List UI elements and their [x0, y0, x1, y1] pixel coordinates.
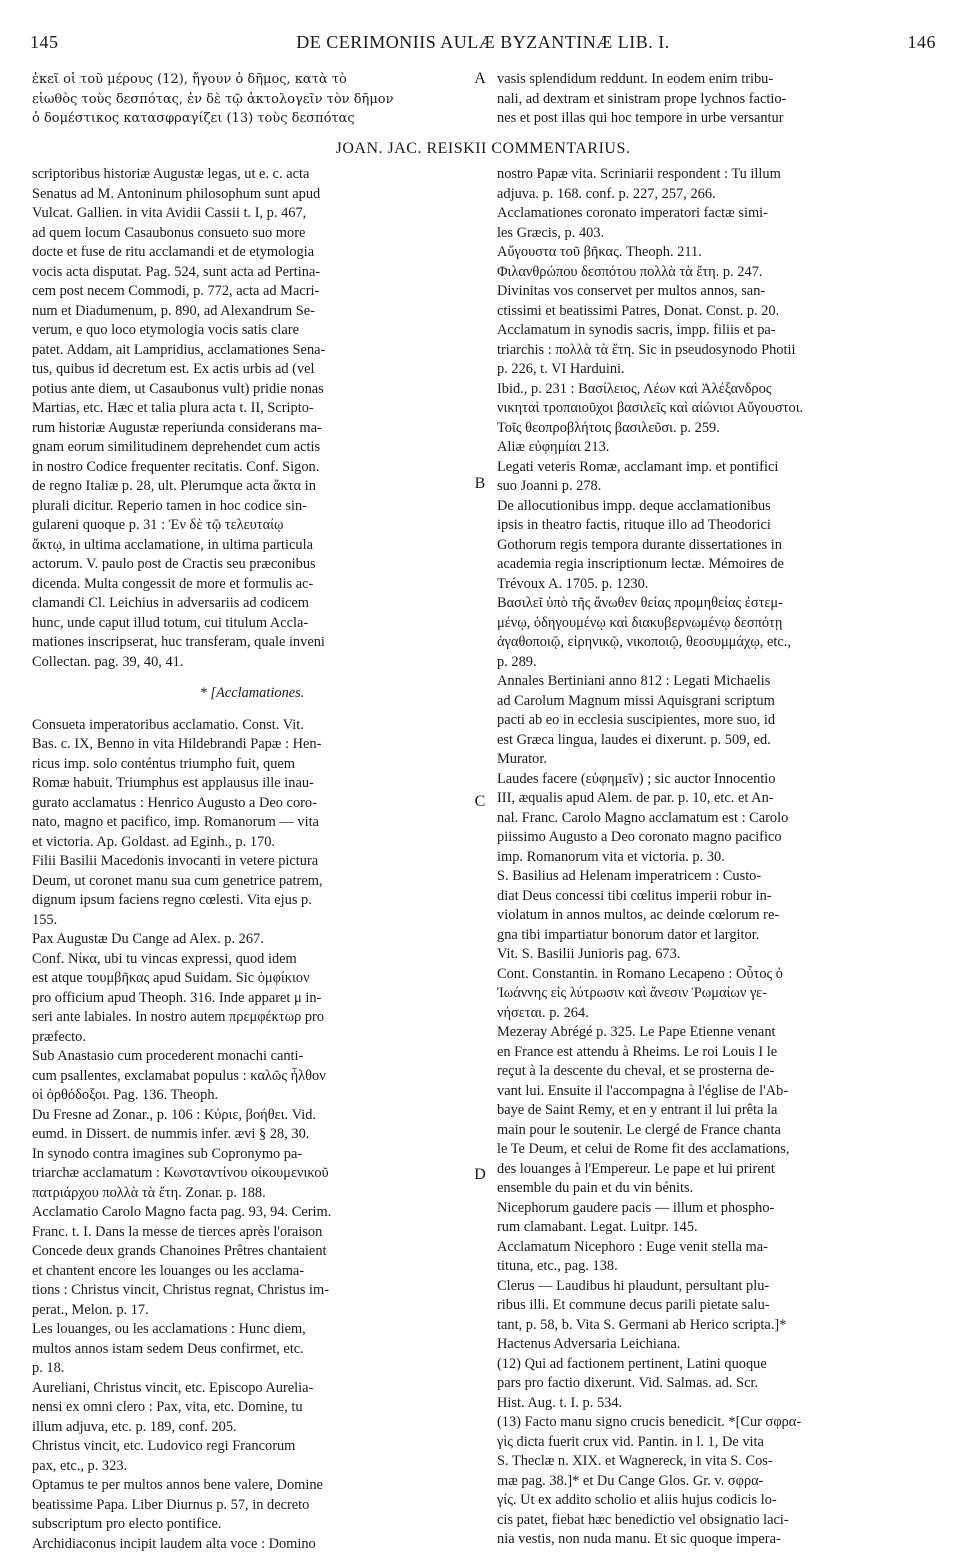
text-line: Murator.	[497, 750, 937, 770]
text-line: dignum ipsum faciens regno cœlesti. Vita ejus p.	[32, 891, 472, 911]
text-line: nali, ad dextram et sinistram prope lychnos factio-	[497, 90, 937, 110]
text-line: (12) Qui ad factionem pertinent, Latini quoque	[497, 1355, 937, 1375]
text-line: hunc, unde caput illud totum, cui titulum Accla-	[32, 614, 472, 634]
text-line: pax, etc., p. 323.	[32, 1457, 472, 1477]
text-line: verum, e quo loco etymologia vocis satis clare	[32, 321, 472, 341]
running-header	[30, 32, 936, 60]
text-line: gnam eorum similitudinem deprehendet cum actis	[32, 438, 472, 458]
text-line: p. 18.	[32, 1359, 472, 1379]
text-line: cem post necem Commodi, p. 772, acta ad Macri-	[32, 282, 472, 302]
text-line: baye de Saint Remy, et en y entrant il lui prêta la	[497, 1101, 937, 1121]
text-line: Aureliani, Christus vincit, etc. Episcopo Aurelia-	[32, 1379, 472, 1399]
text-line: main pour le soutenir. Le clergé de France chanta	[497, 1121, 937, 1141]
text-line: Τοῖς θεοπροβλήτοις βασιλεῦσι. p. 259.	[497, 419, 937, 439]
text-line: nato, magno et pacifico, imp. Romanorum — vita	[32, 813, 472, 833]
text-line: nal. Franc. Carolo Magno acclamatum est : Carolo	[497, 809, 937, 829]
text-line: Conf. Νίκα, ubi tu vincas expressi, quod idem	[32, 950, 472, 970]
text-line: Aliæ εὐφημίαι 213.	[497, 438, 937, 458]
text-line: S. Theclæ n. XIX. et Wagnereck, in vita S. Cos-	[497, 1452, 937, 1472]
text-line: πατριάρχου πολλὰ τὰ ἔτη. Zonar. p. 188.	[32, 1184, 472, 1204]
text-line: clamandi Cl. Leichius in adversariis ad codicem	[32, 594, 472, 614]
text-line: seri ante labiales. In nostro autem πρεμφέκτωρ pro	[32, 1008, 472, 1028]
text-line: gurato acclamatus : Henrico Augusto a Deo coro-	[32, 794, 472, 814]
text-line: pacti ab eo in ecclesia suscipientes, more suo, id	[497, 711, 937, 731]
text-line: Consueta imperatoribus acclamatio. Const. Vit.	[32, 716, 472, 736]
text-line: νικηταὶ τροπαιοῦχοι βασιλεῖς καὶ αἰώνιοι Αὔγουστοι.	[497, 399, 937, 419]
text-line: Αὔγουστα τοῦ βῆκας. Theoph. 211.	[497, 243, 937, 263]
text-line: Annales Bertiniani anno 812 : Legati Michaelis	[497, 672, 937, 692]
text-line: piissimo Augusto a Deo coronato magno pacifico	[497, 828, 937, 848]
text-line: Clerus — Laudibus hi plaudunt, persultant plu-	[497, 1277, 937, 1297]
text-line: Nicephorum gaudere pacis — illum et phospho-	[497, 1199, 937, 1219]
text-line: in nostro Codice frequenter recitatis. Conf. Sigon.	[32, 458, 472, 478]
text-line: est atque τουμβῆκας apud Suidam. Sic ὀμφίκιον	[32, 969, 472, 989]
text-line: beatissime Papa. Liber Diurnus p. 57, in decreto	[32, 1496, 472, 1516]
text-line: en France est attendu à Rheims. Le roi Louis I le	[497, 1043, 937, 1063]
text-line: Φιλανθρώπου δεσπότου πολλὰ τὰ ἔτη. p. 247.	[497, 263, 937, 283]
text-line: ὁ δομέστικος κατασφραγίζει (13) τοὺς δεσπότας	[32, 109, 472, 129]
greek-text-top	[32, 70, 472, 129]
text-line: p. 226, t. VI Harduini.	[497, 360, 937, 380]
text-line: Deum, ut coronet manu sua cum genetrice patrem,	[32, 872, 472, 892]
text-line: plurali dicitur. Reperio tamen in hoc codice sin-	[32, 497, 472, 517]
text-line: ribus illi. Et commune decus parili pietate salu-	[497, 1296, 937, 1316]
text-line: * [Acclamationes.	[32, 684, 472, 704]
text-line: cum psallentes, exclamabat populus : καλῶς ἦλθον	[32, 1067, 472, 1087]
text-line: actorum. V. paulo post de Cractis seu præconibus	[32, 555, 472, 575]
text-line: Trévoux A. 1705. p. 1230.	[497, 575, 937, 595]
text-line: et victoria. Ap. Goldast. ad Eginh., p. 170.	[32, 833, 472, 853]
text-line: mæ pag. 38.]* et Du Cange Glos. Gr. v. σφρα-	[497, 1472, 937, 1492]
commentary-column-right	[497, 165, 937, 1550]
text-line: Les louanges, ou les acclamations : Hunc diem,	[32, 1320, 472, 1340]
text-line: multos annos istam sedem Deus confirmet, etc.	[32, 1340, 472, 1360]
text-line: tant, p. 58, b. Vita S. Germani ab Herico scripta.]*	[497, 1316, 937, 1336]
text-line: triarchæ acclamatum : Κωνσταντίνου οἰκουμενικοῦ	[32, 1164, 472, 1184]
text-line: diat Deus concessi tibi cœlitus imperii robur in-	[497, 887, 937, 907]
text-line: tituna, etc., pag. 138.	[497, 1257, 937, 1277]
text-line: vant lui. Ensuite il l'accompagna à l'église de l'Ab-	[497, 1082, 937, 1102]
text-line: rum historiæ Augustæ reperiunda considerans ma-	[32, 419, 472, 439]
text-line: III, æqualis apud Alem. de par. p. 10, etc. et An-	[497, 789, 937, 809]
text-line: Acclamatio Carolo Magno facta pag. 93, 94. Cerim.	[32, 1203, 472, 1223]
text-line: Hist. Aug. t. I. p. 534.	[497, 1394, 937, 1414]
text-line: adjuva. p. 168. conf. p. 227, 257, 266.	[497, 185, 937, 205]
text-line: Optamus te per multos annos bene valere, Domine	[32, 1476, 472, 1496]
text-line: S. Basilius ad Helenam imperatricem : Custo-	[497, 867, 937, 887]
text-line: scriptoribus historiæ Augustæ legas, ut e. c. acta	[32, 165, 472, 185]
text-line: est Græca lingua, laudes ei dixerunt. p. 509, ed.	[497, 731, 937, 751]
text-line: pro officium apud Theoph. 316. Inde apparet μ in-	[32, 989, 472, 1009]
text-line: Franc. t. I. Dans la messe de tierces après l'oraison	[32, 1223, 472, 1243]
text-line: subscriptum pro electo pontifice.	[32, 1515, 472, 1535]
text-line: Mezeray Abrégé p. 325. Le Pape Etienne venant	[497, 1023, 937, 1043]
text-line: Concede deux grands Chanoines Prêtres chantaient	[32, 1242, 472, 1262]
paragraph-gap	[32, 672, 472, 684]
text-line: Acclamationes coronato imperatori factæ simi-	[497, 204, 937, 224]
text-line: nia vestis, non nuda manu. Et sic quoque impera-	[497, 1530, 937, 1550]
text-line: Divinitas vos conservet per multos annos, san-	[497, 282, 937, 302]
text-line: violatum in annos multos, ac deinde cœlorum re-	[497, 906, 937, 926]
margin-marker-a: A	[470, 70, 490, 88]
text-line: Martias, etc. Hæc et talia plura acta t. II, Scripto-	[32, 399, 472, 419]
text-line: les Græcis, p. 403.	[497, 224, 937, 244]
page-number-left: 145	[30, 32, 59, 53]
text-line: In synodo contra imagines sub Copronymo pa-	[32, 1145, 472, 1165]
text-line: rum clamabant. Legat. Luitpr. 145.	[497, 1218, 937, 1238]
text-line: ad Carolum Magnum missi Aquisgrani scriptum	[497, 692, 937, 712]
text-line: eumd. in Dissert. de nummis infer. ævi § 28, 30.	[32, 1125, 472, 1145]
margin-marker-c: C	[470, 793, 490, 811]
text-line: γίς. Ut ex addito scholio et aliis hujus codicis lo-	[497, 1491, 937, 1511]
text-line: Legati veteris Romæ, acclamant imp. et pontifici	[497, 458, 937, 478]
paragraph-gap	[32, 704, 472, 716]
text-line: Senatus ad M. Antoninum philosophum sunt apud	[32, 185, 472, 205]
text-line: tions : Christus vincit, Christus regnat, Christus im-	[32, 1281, 472, 1301]
running-title: DE CERIMONIIS AULÆ BYZANTINÆ LIB. I.	[30, 32, 936, 53]
text-line: Acclamatum Nicephoro : Euge venit stella ma-	[497, 1238, 937, 1258]
text-line: ensemble du pain et du vin bénits.	[497, 1179, 937, 1199]
text-line: nostro Papæ vita. Scriniarii respondent : Tu illum	[497, 165, 937, 185]
text-line: Hactenus Adversaria Leichiana.	[497, 1335, 937, 1355]
text-line: ἄκτῳ, in ultima acclamatione, in ultima particula	[32, 536, 472, 556]
text-line: gna tibi impartiatur bonorum dator et largitor.	[497, 926, 937, 946]
text-line: Vit. S. Basilii Junioris pag. 673.	[497, 945, 937, 965]
text-line: le Te Deum, et celui de Rome fit des acclamations,	[497, 1140, 937, 1160]
text-line: academia regia inscriptionum lectæ. Mémoires de	[497, 555, 937, 575]
text-line: illum adjuva, etc. p. 189, conf. 205.	[32, 1418, 472, 1438]
text-line: pars pro factio dixerunt. Vid. Salmas. ad. Scr.	[497, 1374, 937, 1394]
text-line: Gothorum regis tempora durante dissertationes in	[497, 536, 937, 556]
text-line: ἐκεῖ οἱ τοῦ μέρους (12), ἤγουν ὁ δῆμος, κατὰ τὸ	[32, 70, 472, 90]
text-line: suo Joanni p. 278.	[497, 477, 937, 497]
text-line: (13) Facto manu signo crucis benedicit. *[Cur σφρα-	[497, 1413, 937, 1433]
text-line: Sub Anastasio cum procederent monachi canti-	[32, 1047, 472, 1067]
text-line: præfecto.	[32, 1028, 472, 1048]
text-line: De allocutionibus impp. deque acclamationibus	[497, 497, 937, 517]
text-line: de regno Italiæ p. 28, ult. Plerumque acta ἄκτα in	[32, 477, 472, 497]
text-line: νήσεται. p. 264.	[497, 1004, 937, 1024]
text-line: μένῳ, ὁδηγουμένῳ καὶ διακυβερνωμένῳ δεσπότῃ	[497, 614, 937, 634]
text-line: docte et fuse de ritu acclamandi et de etymologia	[32, 243, 472, 263]
text-line: Christus vincit, etc. Ludovico regi Francorum	[32, 1437, 472, 1457]
text-line: potius ante diem, ut Casaubonus vult) pridie nonas	[32, 380, 472, 400]
commentary-column-left	[32, 165, 472, 1554]
text-line: cis patet, fiebat hæc benedictio vel obsignatio laci-	[497, 1511, 937, 1531]
text-line: Ibid., p. 231 : Βασίλειος, Λέων καὶ Ἀλέξανδρος	[497, 380, 937, 400]
text-line: p. 289.	[497, 653, 937, 673]
page-number-right: 146	[908, 32, 937, 53]
text-line: tus, quibus id decretum est. Ex actis urbis ad (vel	[32, 360, 472, 380]
text-line: ctissimi et beatissimi Patres, Donat. Const. p. 20.	[497, 302, 937, 322]
text-line: Βασιλεῖ ὑπὸ τῆς ἄνωθεν θείας προμηθείας ἐστεμ-	[497, 594, 937, 614]
text-line: dicenda. Multa congessit de more et formulis ac-	[32, 575, 472, 595]
text-line: εἰωθὸς τοὺς δεσπότας, ἐν δὲ τῷ ἀκτολογεῖν τὸν δῆμον	[32, 90, 472, 110]
text-line: des louanges à l'Empereur. Le pape et lui prirent	[497, 1160, 937, 1180]
text-line: Romæ habuit. Triumphus est applausus ille inau-	[32, 774, 472, 794]
latin-text-top	[497, 70, 937, 129]
text-line: Pax Augustæ Du Cange ad Alex. p. 267.	[32, 930, 472, 950]
text-line: triarchis : πολλὰ τὰ ἔτη. Sic in pseudosynodo Photii	[497, 341, 937, 361]
text-line: patet. Addam, ait Lampridius, acclamationes Sena-	[32, 341, 472, 361]
text-line: Archidiaconus incipit laudem alta voce : Domino	[32, 1535, 472, 1554]
text-line: 155.	[32, 911, 472, 931]
text-line: nensi ex omni clero : Pax, vita, etc. Domine, tu	[32, 1398, 472, 1418]
text-line: num et Diadumenum, p. 890, ad Alexandrum Se-	[32, 302, 472, 322]
text-line: Du Fresne ad Zonar., p. 106 : Κύριε, βοήθει. Vid.	[32, 1106, 472, 1126]
text-line: Cont. Constantin. in Romano Lecapeno : Οὗτος ὁ	[497, 965, 937, 985]
text-line: imp. Romanorum vita et victoria. p. 30.	[497, 848, 937, 868]
text-line: ipsis in theatro factis, rituque illo ad Theodorici	[497, 516, 937, 536]
text-line: vocis acta disputat. Pag. 524, sunt acta ad Pertina-	[32, 263, 472, 283]
margin-marker-d: D	[470, 1166, 490, 1184]
text-line: Acclamatum in synodis sacris, impp. filiis et pa-	[497, 321, 937, 341]
text-line: gulareni quoque p. 31 : Ἐν δὲ τῷ τελευταίῳ	[32, 516, 472, 536]
text-line: et chantent encore les louanges ou les acclama-	[32, 1262, 472, 1282]
text-line: Bas. c. IX, Benno in vita Hildebrandi Papæ : Hen-	[32, 735, 472, 755]
margin-marker-b: B	[470, 475, 490, 493]
text-line: Collectan. pag. 39, 40, 41.	[32, 653, 472, 673]
text-line: Laudes facere (εὐφημεῖν) ; sic auctor Innocentio	[497, 770, 937, 790]
text-line: ἀγαθοποιῷ, εἰρηνικῷ, νικοποιῷ, θεοσυμμάχῳ, etc.,	[497, 633, 937, 653]
text-line: mationes inscripserat, huc transferam, quale inveni	[32, 633, 472, 653]
text-line: Ἰωάννης εἰς λύτρωσιν καὶ ἄνεσιν Ῥωμαίων γε-	[497, 984, 937, 1004]
text-line: ad quem locum Casaubonus consueto suo more	[32, 224, 472, 244]
commentary-title: JOAN. JAC. REISKII COMMENTARIUS.	[0, 140, 966, 158]
text-line: Vulcat. Gallien. in vita Avidii Cassii t. I, p. 467,	[32, 204, 472, 224]
text-line: vasis splendidum reddunt. In eodem enim tribu-	[497, 70, 937, 90]
text-line: Filii Basilii Macedonis invocanti in vetere pictura	[32, 852, 472, 872]
text-line: reçut à la descente du cheval, et se prosterna de-	[497, 1062, 937, 1082]
text-line: οἱ ὀρθόδοξοι. Pag. 136. Theoph.	[32, 1086, 472, 1106]
text-line: γὶς dicta fuerit crux vid. Pantin. in l. 1, De vita	[497, 1433, 937, 1453]
text-line: perat., Melon. p. 17.	[32, 1301, 472, 1321]
text-line: ricus imp. solo conténtus triumpho fuit, quem	[32, 755, 472, 775]
text-line: nes et post illas qui hoc tempore in urbe versantur	[497, 109, 937, 129]
